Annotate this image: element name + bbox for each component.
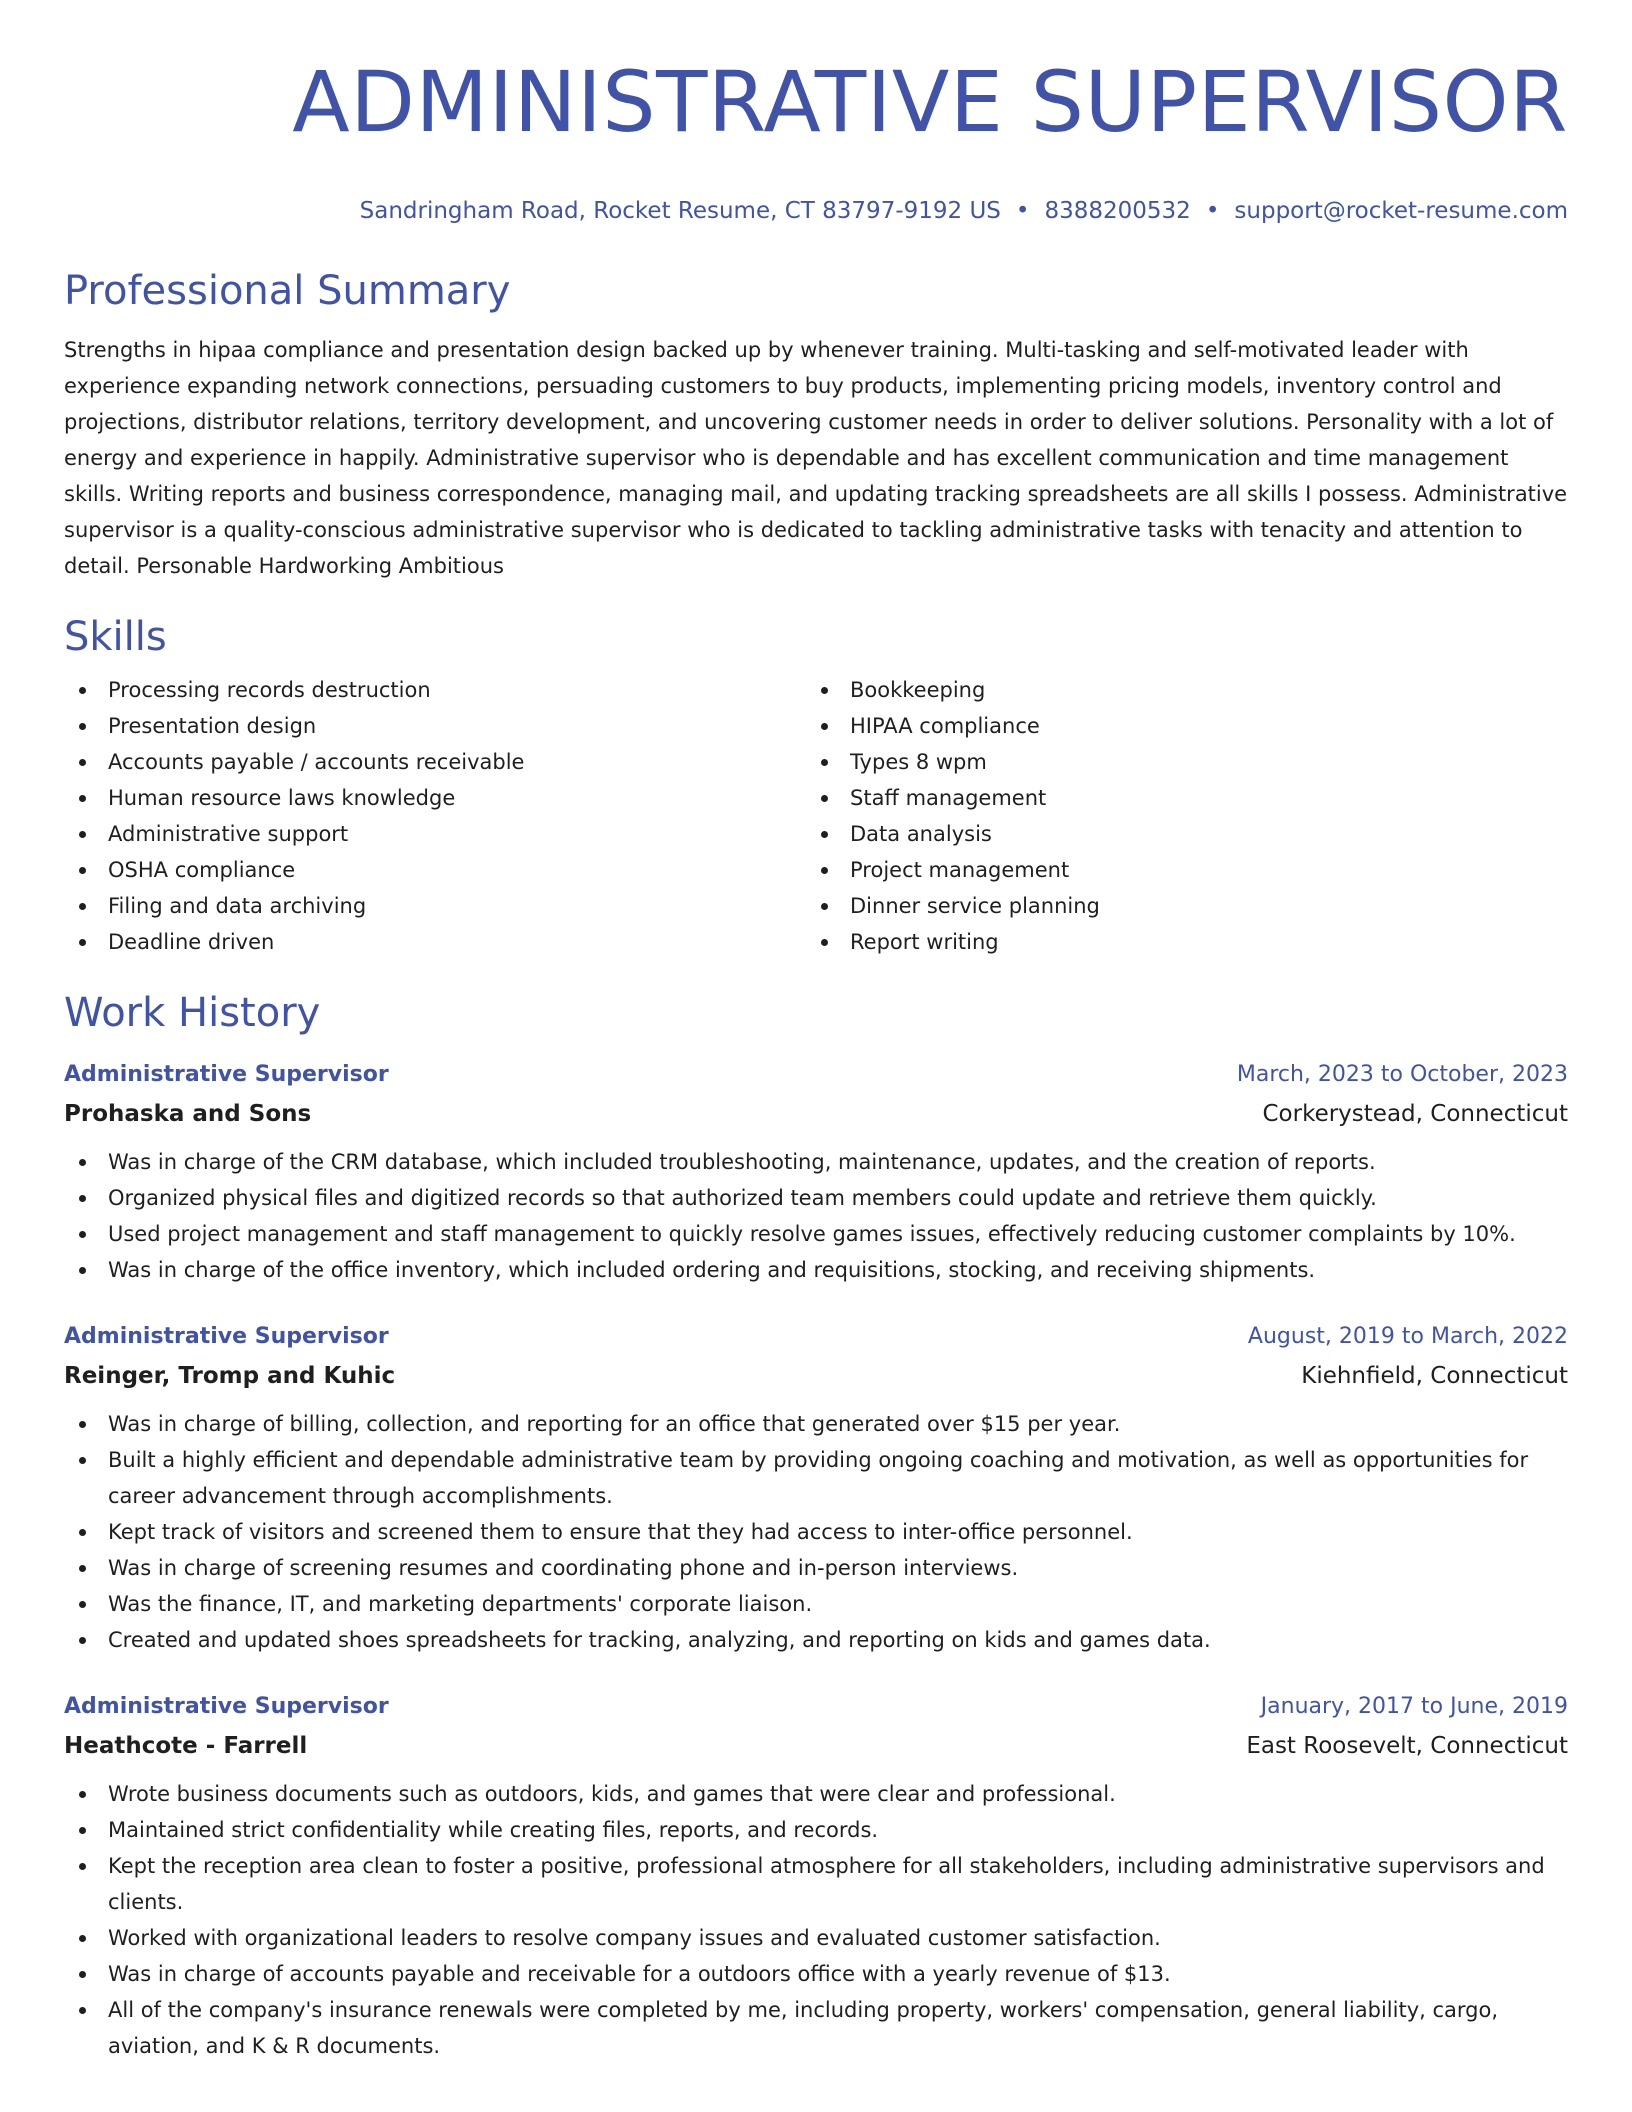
- job-entry: [64, 1318, 1568, 1658]
- skill-label: Presentation design: [108, 714, 317, 738]
- job-dates: August, 2019 to March, 2022: [1247, 1324, 1568, 1349]
- bullet-icon: [821, 903, 828, 910]
- skill-label: Staff management: [850, 786, 1047, 810]
- job-bullet-text: Was in charge of the office inventory, which included ordering and requisitions, stocking, and receiving shipments.: [108, 1258, 1316, 1282]
- skill-item: [806, 852, 1548, 888]
- job-title: Administrative Supervisor: [64, 1694, 389, 1719]
- skill-item: [806, 672, 1548, 708]
- skill-label: Project management: [850, 858, 1070, 882]
- job-bullets: [64, 1776, 1568, 2064]
- job-entry: [64, 1688, 1568, 2064]
- job-entry: [64, 1056, 1568, 1288]
- bullet-icon: [79, 2007, 86, 2014]
- job-dates: January, 2017 to June, 2019: [1260, 1694, 1568, 1719]
- skill-item: [64, 816, 806, 852]
- job-company: Heathcote - Farrell: [64, 1733, 308, 1759]
- job-company-row: [64, 1094, 1568, 1134]
- bullet-icon: [79, 867, 86, 874]
- bullet-icon: [79, 1601, 86, 1608]
- job-location: Corkerystead, Connecticut: [1262, 1101, 1568, 1127]
- bullet-icon: [821, 867, 828, 874]
- skills-heading: Skills: [64, 614, 167, 660]
- skill-item: [64, 744, 806, 780]
- job-bullet-text: Kept track of visitors and screened them to ensure that they had access to inter-office personnel.: [108, 1520, 1133, 1544]
- job-bullet-text: Maintained strict confidentiality while creating files, reports, and records.: [108, 1818, 879, 1842]
- skill-item: [64, 780, 806, 816]
- skill-item: [806, 816, 1548, 852]
- skill-item: [64, 852, 806, 888]
- job-bullet-text: Was in charge of billing, collection, and reporting for an office that generated over $15 per year.: [108, 1412, 1121, 1436]
- job-bullet: [64, 1622, 1568, 1658]
- job-bullet-text: Worked with organizational leaders to resolve company issues and evaluated customer satisfaction.: [108, 1926, 1161, 1950]
- bullet-icon: [79, 1827, 86, 1834]
- contact-email: support@rocket-resume.com: [1234, 198, 1568, 224]
- job-title: Administrative Supervisor: [64, 1062, 389, 1087]
- job-bullet: [64, 1848, 1568, 1920]
- bullet-icon: [79, 1791, 86, 1798]
- job-bullet: [64, 1144, 1568, 1180]
- job-bullet: [64, 1920, 1568, 1956]
- bullet-icon: [79, 1565, 86, 1572]
- bullet-icon: [821, 795, 828, 802]
- bullet-icon: [79, 759, 86, 766]
- job-bullet-text: Used project management and staff management to quickly resolve games issues, effectively reducing customer complaints by 10%.: [108, 1222, 1516, 1246]
- job-header-row: [64, 1688, 1568, 1726]
- job-bullet: [64, 1992, 1568, 2064]
- contact-phone: 8388200532: [1044, 198, 1191, 224]
- skill-label: OSHA compliance: [108, 858, 296, 882]
- work-history-heading: Work History: [64, 990, 321, 1036]
- bullet-icon: [821, 759, 828, 766]
- job-bullet: [64, 1252, 1568, 1288]
- skills-columns: [64, 672, 1568, 960]
- bullet-icon: [821, 939, 828, 946]
- job-bullets: [64, 1406, 1568, 1658]
- job-bullet: [64, 1776, 1568, 1812]
- job-bullet: [64, 1442, 1568, 1514]
- job-bullet: [64, 1180, 1568, 1216]
- skill-label: Bookkeeping: [850, 678, 986, 702]
- job-bullet-text: Built a highly efficient and dependable administrative team by providing ongoing coaching and motivation, as well as opportunities for career advancement through accomplishments.: [108, 1448, 1529, 1508]
- job-location: Kiehnfield, Connecticut: [1301, 1363, 1568, 1389]
- job-bullet-text: All of the company's insurance renewals were completed by me, including property, workers' compensation, general liability, cargo, aviation, and K & R documents.: [108, 1998, 1498, 2058]
- bullet-icon: [79, 1159, 86, 1166]
- job-bullet-text: Wrote business documents such as outdoors, kids, and games that were clear and professional.: [108, 1782, 1116, 1806]
- job-bullet-text: Organized physical files and digitized records so that authorized team members could update and retrieve them quickly.: [108, 1186, 1377, 1210]
- bullet-icon: [79, 1421, 86, 1428]
- skill-label: Human resource laws knowledge: [108, 786, 456, 810]
- job-bullet-text: Was the finance, IT, and marketing departments' corporate liaison.: [108, 1592, 813, 1616]
- skill-label: Dinner service planning: [850, 894, 1100, 918]
- bullet-icon: [79, 1863, 86, 1870]
- bullet-icon: [79, 1195, 86, 1202]
- skill-label: Administrative support: [108, 822, 349, 846]
- job-company: Reinger, Tromp and Kuhic: [64, 1363, 396, 1389]
- skills-list-right: [806, 672, 1548, 960]
- bullet-icon: [79, 795, 86, 802]
- summary-heading: Professional Summary: [64, 268, 511, 314]
- job-company: Prohaska and Sons: [64, 1101, 312, 1127]
- skill-label: Filing and data archiving: [108, 894, 367, 918]
- job-bullet: [64, 1406, 1568, 1442]
- bullet-icon: [821, 831, 828, 838]
- skill-item: [64, 888, 806, 924]
- skill-label: Deadline driven: [108, 930, 275, 954]
- skill-item: [806, 888, 1548, 924]
- bullet-icon: [79, 1935, 86, 1942]
- job-bullet-text: Created and updated shoes spreadsheets for tracking, analyzing, and reporting on kids and games data.: [108, 1628, 1211, 1652]
- job-bullet-text: Was in charge of the CRM database, which included troubleshooting, maintenance, updates, and the creation of reports.: [108, 1150, 1376, 1174]
- bullet-icon: [79, 687, 86, 694]
- bullet-icon: [79, 939, 86, 946]
- contact-separator: •: [1205, 198, 1220, 224]
- job-bullet-text: Kept the reception area clean to foster a positive, professional atmosphere for all stakeholders, including administrative supervisors and clients.: [108, 1854, 1545, 1914]
- job-bullet: [64, 1586, 1568, 1622]
- job-company-row: [64, 1726, 1568, 1766]
- contact-address: Sandringham Road, Rocket Resume, CT 83797-9192 US: [359, 198, 1001, 224]
- skill-label: Data analysis: [850, 822, 992, 846]
- skill-label: Types 8 wpm: [850, 750, 987, 774]
- job-title: Administrative Supervisor: [64, 1324, 389, 1349]
- bullet-icon: [79, 1267, 86, 1274]
- bullet-icon: [79, 903, 86, 910]
- bullet-icon: [821, 723, 828, 730]
- skill-item: [64, 924, 806, 960]
- summary-text: Strengths in hipaa compliance and presentation design backed up by whenever training. Multi-tasking and self-motivated leader with experience expanding network connections, persuading customers to buy products, implementing pricing models, inventory control and projections, distributor relations, territory development, and uncovering customer needs in order to deliver solutions. Personality with a lot of energy and experience in happily. Administrative supervisor who is dependable and has excellent communication and time management skills. Writing reports and business correspondence, managing mail, and updating tracking spreadsheets are all skills I possess. Administrative supervisor is a quality-conscious administrative supervisor who is dedicated to tackling administrative tasks with tenacity and attention to detail. Personable Hardworking Ambitious: [64, 338, 1568, 578]
- skill-item: [64, 672, 806, 708]
- skill-item: [806, 744, 1548, 780]
- resume-page: [64, 0, 1568, 2064]
- job-bullet: [64, 1550, 1568, 1586]
- skill-item: [806, 708, 1548, 744]
- job-bullet-text: Was in charge of screening resumes and coordinating phone and in-person interviews.: [108, 1556, 1019, 1580]
- skill-label: HIPAA compliance: [850, 714, 1040, 738]
- bullet-icon: [79, 1529, 86, 1536]
- bullet-icon: [79, 1457, 86, 1464]
- job-header-row: [64, 1056, 1568, 1094]
- contact-separator: •: [1015, 198, 1030, 224]
- contact-line: [64, 196, 1568, 226]
- resume-name: ADMINISTRATIVE SUPERVISOR: [292, 53, 1568, 151]
- job-dates: March, 2023 to October, 2023: [1236, 1062, 1568, 1087]
- bullet-icon: [79, 723, 86, 730]
- skills-list-left: [64, 672, 806, 960]
- skill-label: Report writing: [850, 930, 999, 954]
- job-bullet: [64, 1216, 1568, 1252]
- bullet-icon: [79, 1971, 86, 1978]
- skill-item: [806, 780, 1548, 816]
- bullet-icon: [79, 1637, 86, 1644]
- job-bullets: [64, 1144, 1568, 1288]
- skill-label: Processing records destruction: [108, 678, 431, 702]
- job-bullet: [64, 1812, 1568, 1848]
- job-bullet: [64, 1956, 1568, 1992]
- job-header-row: [64, 1318, 1568, 1356]
- skill-label: Accounts payable / accounts receivable: [108, 750, 525, 774]
- skill-item: [64, 708, 806, 744]
- skill-item: [806, 924, 1548, 960]
- bullet-icon: [79, 831, 86, 838]
- job-bullet: [64, 1514, 1568, 1550]
- job-location: East Roosevelt, Connecticut: [1246, 1733, 1568, 1759]
- job-company-row: [64, 1356, 1568, 1396]
- bullet-icon: [821, 687, 828, 694]
- job-bullet-text: Was in charge of accounts payable and receivable for a outdoors office with a yearly revenue of $13.: [108, 1962, 1171, 1986]
- bullet-icon: [79, 1231, 86, 1238]
